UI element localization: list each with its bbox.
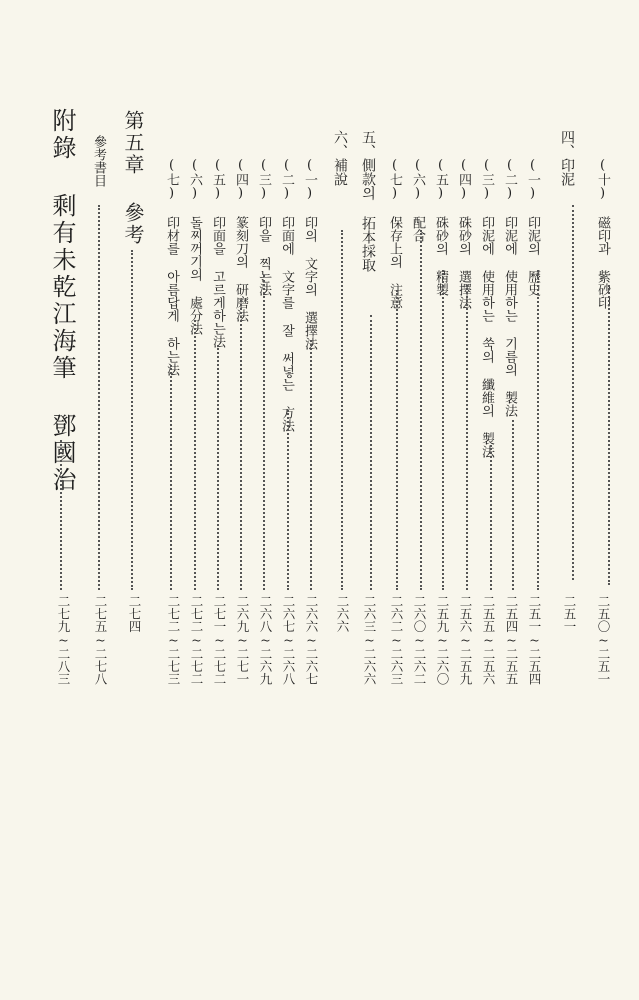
toc-entry-title: 第五章 參考	[121, 110, 145, 246]
dot-leader	[240, 300, 242, 590]
dot-leader	[442, 270, 444, 590]
toc-entry-page: 二六八~二六九	[258, 595, 273, 685]
dot-leader	[490, 445, 492, 590]
toc-entry	[457, 158, 470, 309]
toc-entry-page: 二六六~二六七	[304, 595, 319, 685]
toc-section	[560, 130, 574, 186]
toc-entry-title: (三) 印泥에 使用하는 쑥의 纖維의 製法	[479, 158, 494, 458]
dot-leader	[572, 205, 574, 580]
toc-entry-page: 二五四~二五五	[504, 595, 519, 685]
dot-leader	[194, 320, 196, 590]
toc-entry-page: 二七二~二七三	[166, 595, 181, 685]
dot-leader	[131, 250, 133, 590]
toc-entry-page: 二六三~二六六	[362, 595, 377, 685]
toc-entry-page: 二六七~二六八	[281, 595, 296, 685]
dot-leader	[341, 230, 343, 590]
toc-entry-title: 附錄 剩有未乾江海筆 鄧國治	[48, 108, 76, 494]
toc-entry-page: 二五五~二五六	[481, 595, 496, 685]
toc-entry-title: 四、印泥	[559, 130, 575, 186]
toc-entry	[280, 158, 293, 432]
toc-entry	[503, 158, 516, 417]
toc-entry-title: 五、側款의 拓本採取	[360, 130, 376, 272]
dot-leader	[420, 230, 422, 590]
toc-section	[333, 130, 347, 186]
toc-entry-page: 二六〇~二六二	[412, 595, 427, 685]
toc-section	[361, 130, 375, 272]
toc-entry-title: (五) 硃砂의 精製	[433, 158, 448, 296]
toc-entry-title: (二) 印面에 文字를 잘 써넣는 方法	[279, 158, 294, 432]
dot-leader	[537, 270, 539, 590]
toc-entry-page: 二七九~二八三	[56, 595, 71, 685]
toc-entry-page: 二五〇~二五一	[596, 595, 611, 685]
toc-entry-title: 六、補說	[332, 130, 348, 186]
toc-entry-title: (十) 磁印과 紫砂印	[595, 158, 610, 309]
toc-appendix	[50, 108, 74, 494]
toc-entry	[388, 158, 401, 309]
toc-entry	[211, 158, 224, 348]
toc-chapter	[123, 110, 143, 246]
dot-leader	[263, 275, 265, 590]
dot-leader	[396, 290, 398, 590]
toc-entry-title: (四) 篆刻刀의 研磨法	[233, 158, 248, 322]
toc-entry	[411, 158, 424, 242]
toc-entry	[234, 158, 247, 322]
toc-entry	[480, 158, 493, 458]
toc-entry-title: (七) 保存上의 注意	[387, 158, 402, 309]
toc-entry-page: 二五九~二六〇	[435, 595, 450, 685]
dot-leader	[466, 285, 468, 590]
dot-leader	[370, 315, 372, 590]
dot-leader	[217, 345, 219, 590]
toc-entry-title: (七) 印材를 아름답게 하는法	[164, 158, 179, 376]
toc-entry-page: 二七一~二七二	[212, 595, 227, 685]
toc-entry-title: 參考書目	[91, 135, 106, 187]
toc-entry-page: 二六九~二七一	[235, 595, 250, 685]
toc-entry-title: (四) 硃砂의 選擇法	[456, 158, 471, 309]
toc-entry-title: (六) 配合	[410, 158, 425, 242]
toc-entry-page: 二七二~二七二	[189, 595, 204, 685]
toc-entry-page: 二七四	[127, 595, 142, 633]
toc-entry	[165, 158, 178, 376]
toc-entry-title: (一) 印의 文字의 選擇法	[302, 158, 317, 350]
dot-leader	[98, 205, 100, 590]
toc-entry-title: (五) 印面을 고르게하는法	[210, 158, 225, 348]
toc-entry-page: 二七五~二七八	[93, 595, 108, 685]
toc-entry-title: (一) 印泥의 歷史	[525, 158, 540, 296]
dot-leader	[287, 410, 289, 590]
toc-entry-page: 二六二~二六三	[389, 595, 404, 685]
toc-entry-title: (三) 印을 찍는法	[256, 158, 271, 296]
toc-entry-page: 二五一	[562, 595, 577, 633]
dot-leader	[60, 440, 62, 590]
toc-entry-title: (二) 印泥에 使用하는 기름의 製法	[502, 158, 517, 417]
toc-entry-page: 二五一~二五四	[527, 595, 542, 685]
dot-leader	[310, 340, 312, 590]
toc-entry-page: 二五六~二五九	[458, 595, 473, 685]
toc-entry	[92, 135, 105, 187]
dot-leader	[170, 365, 172, 590]
toc-entry	[434, 158, 447, 296]
dot-leader	[512, 420, 514, 590]
toc-entry	[188, 158, 201, 335]
dot-leader	[608, 285, 610, 585]
toc-entry	[303, 158, 316, 350]
toc-entry-title: (六) 돌찌꺼기의 處分法	[187, 158, 202, 335]
toc-entry-page: 二六六	[335, 595, 350, 633]
